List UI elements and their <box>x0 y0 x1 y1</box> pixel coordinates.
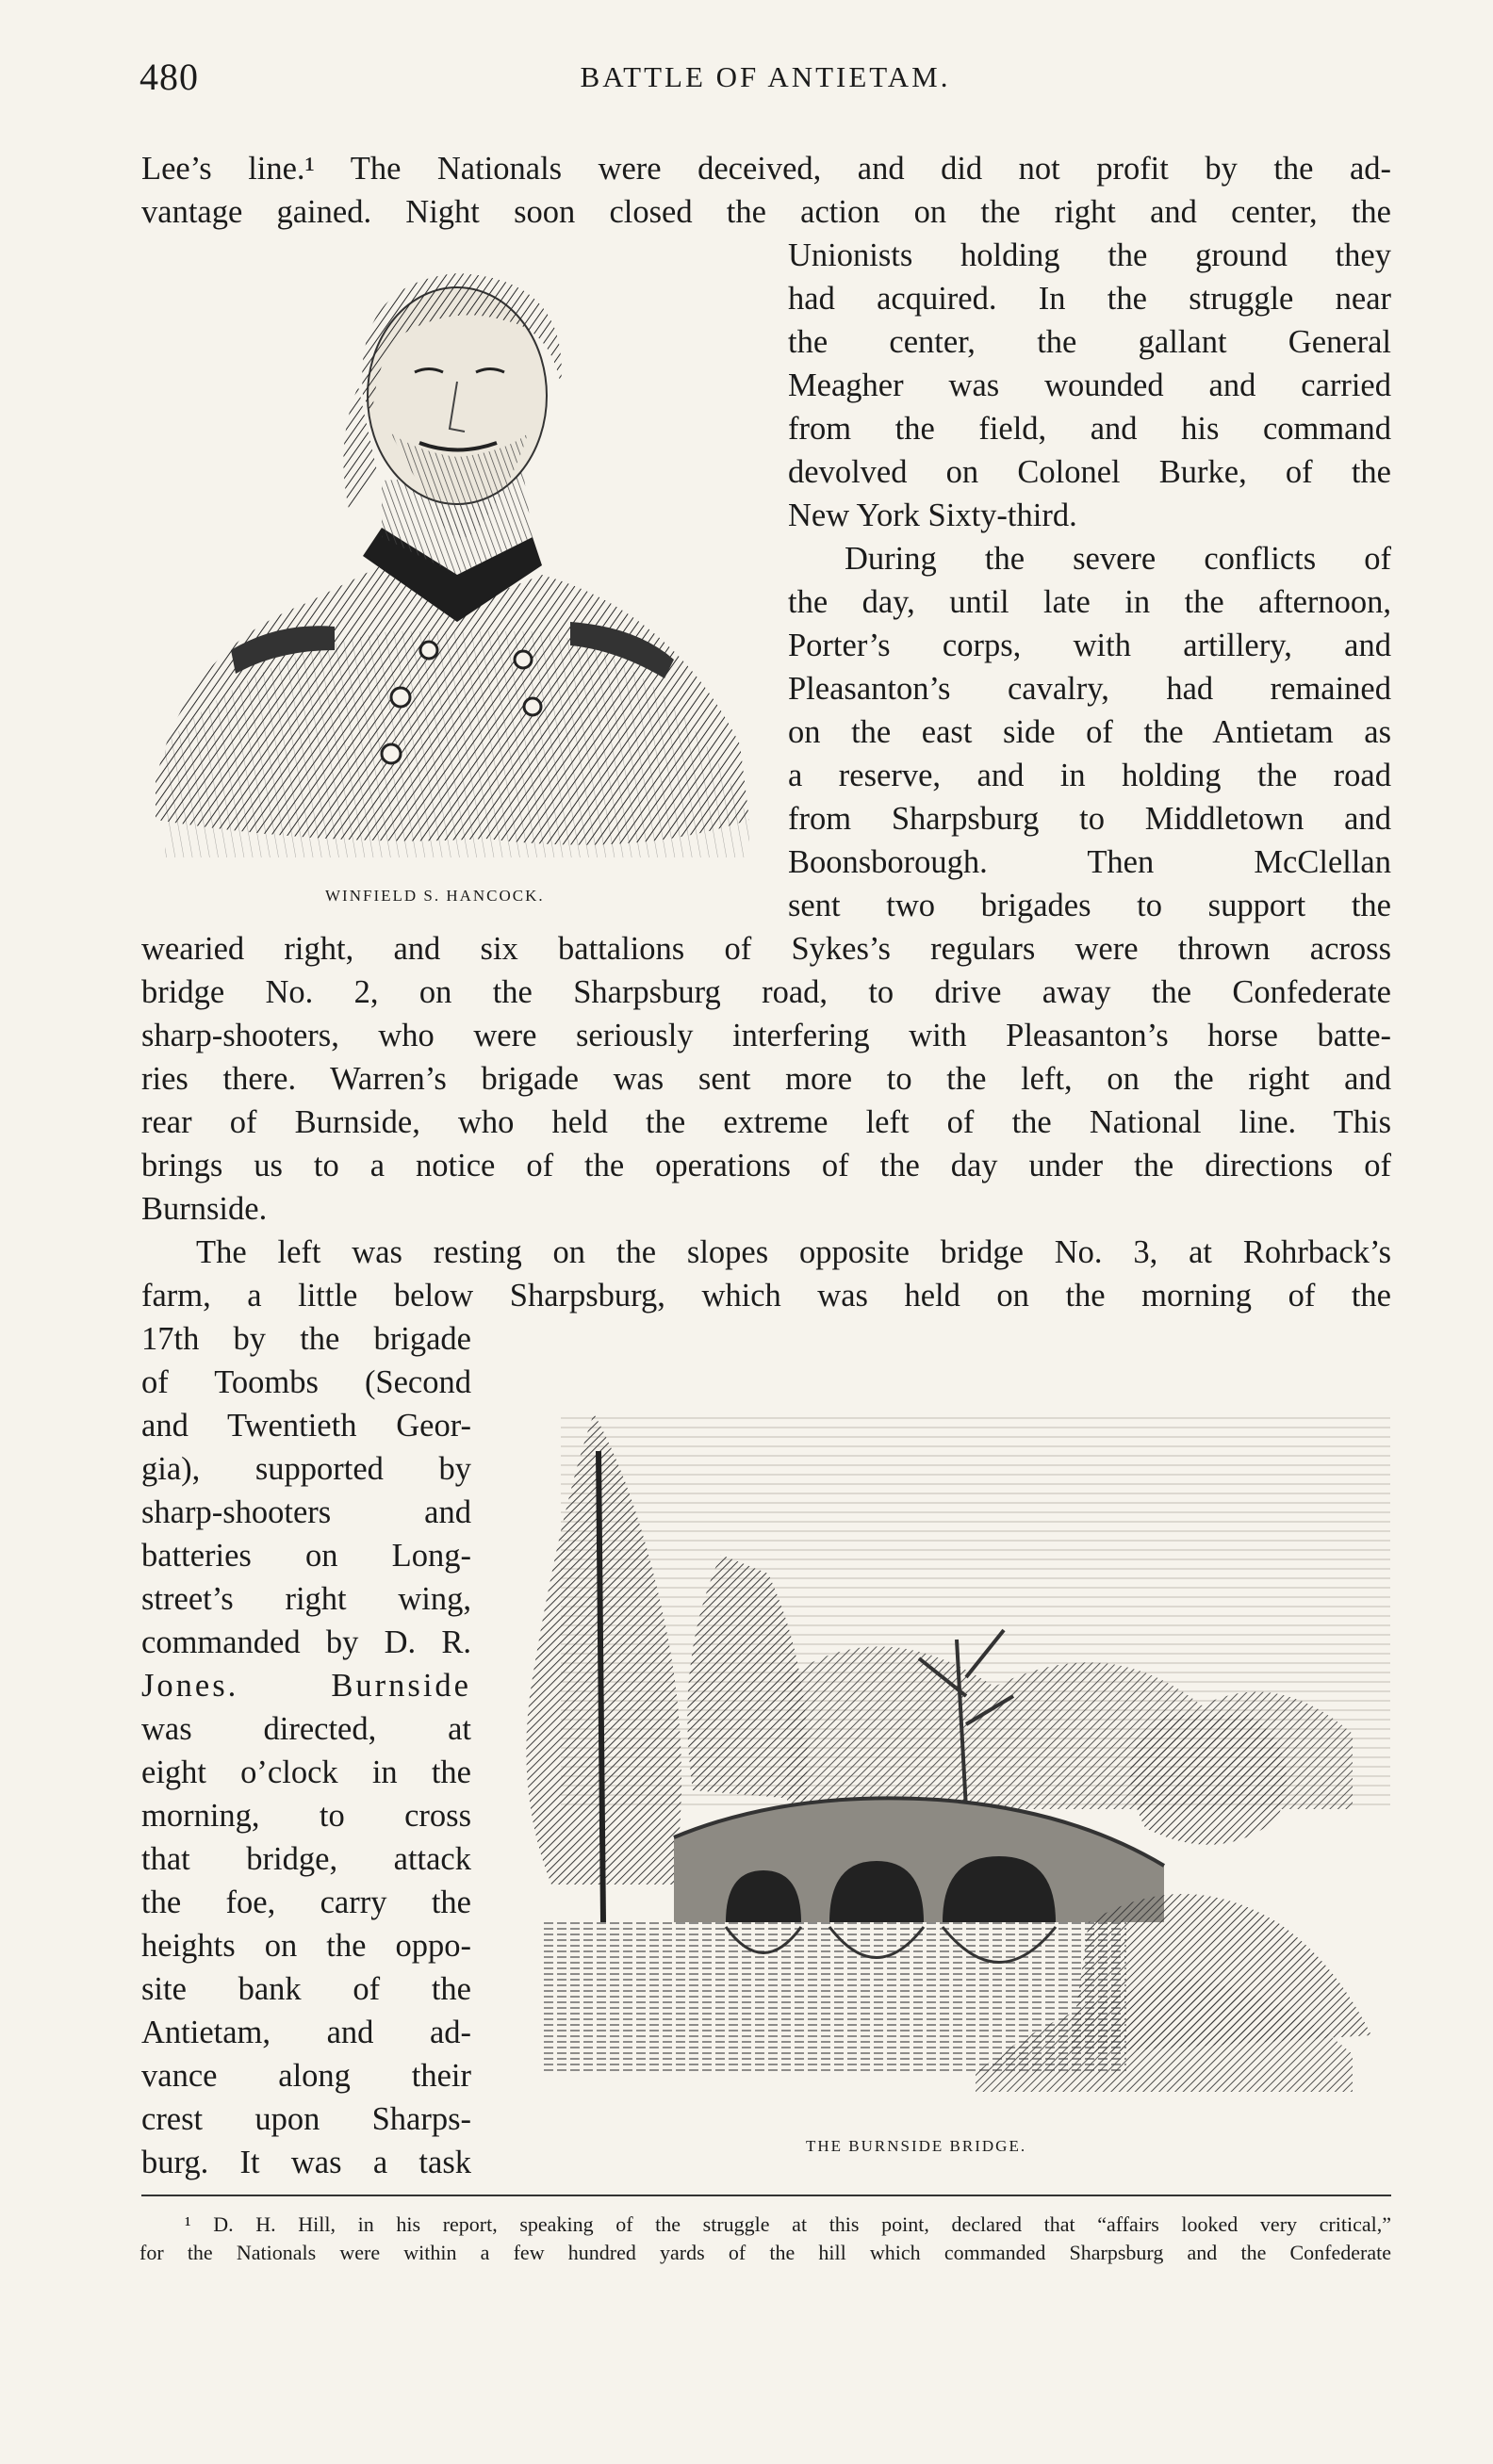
text-line: crest upon Sharps- <box>141 2101 471 2137</box>
text-line: and Twentieth Geor- <box>141 1408 471 1444</box>
text-line: vance along their <box>141 2058 471 2094</box>
text-line: The left was resting on the slopes opposite bridge No. 3, at Rohrback’s <box>196 1234 1391 1270</box>
text-line: Lee’s line.¹ The Nationals were deceived, and did not profit by the ad- <box>141 151 1391 187</box>
text-line: bridge No. 2, on the Sharpsburg road, to drive away the Confederate <box>141 974 1391 1010</box>
text-line: was directed, at <box>141 1711 471 1747</box>
text-line: Jones. Burnside <box>141 1668 471 1704</box>
text-line: heights on the oppo- <box>141 1928 471 1964</box>
text-line: Antietam, and ad- <box>141 2015 471 2050</box>
text-line: Pleasanton’s cavalry, had remained <box>788 671 1391 707</box>
page-number: 480 <box>139 56 199 98</box>
text-line: vantage gained. Night soon closed the action on the right and center, the <box>141 194 1391 230</box>
text-line: Boonsborough. Then McClellan <box>788 844 1391 880</box>
text-line: gia), supported by <box>141 1451 471 1487</box>
text-line: wearied right, and six battalions of Sykes’s regulars were thrown across <box>141 931 1391 967</box>
text-line: devolved on Colonel Burke, of the <box>788 454 1391 490</box>
text-line: burg. It was a task <box>141 2145 471 2180</box>
text-line: from Sharpsburg to Middletown and <box>788 801 1391 837</box>
bridge-caption: THE BURNSIDE BRIDGE. <box>806 2137 1027 2155</box>
text-line: New York Sixty-third. <box>788 498 1077 533</box>
text-line: Meagher was wounded and carried <box>788 367 1391 403</box>
text-line: sharp-shooters and <box>141 1494 471 1530</box>
text-line: had acquired. In the struggle near <box>788 281 1391 317</box>
text-line: sharp-shooters, who were seriously interfering with Pleasanton’s horse batte- <box>141 1018 1391 1053</box>
text-line: from the field, and his command <box>788 411 1391 447</box>
text-line: brings us to a notice of the operations of the day under the directions of <box>141 1148 1391 1183</box>
text-line: sent two brigades to support the <box>788 888 1391 923</box>
portrait-caption: WINFIELD S. HANCOCK. <box>325 887 545 905</box>
text-line: of Toombs (Second <box>141 1364 471 1400</box>
bridge-engraving <box>504 1395 1390 2120</box>
text-line: eight o’clock in the <box>141 1754 471 1790</box>
text-line: on the east side of the Antietam as <box>788 714 1391 750</box>
text-line: a reserve, and in holding the road <box>788 758 1391 793</box>
text-line: that bridge, attack <box>141 1841 471 1877</box>
page-header <box>139 55 1391 111</box>
footnote-rule <box>141 2195 1391 2196</box>
running-head: BATTLE OF ANTIETAM. <box>580 60 951 93</box>
text-line: the center, the gallant General <box>788 324 1391 360</box>
text-line: the day, until late in the afternoon, <box>788 584 1391 620</box>
text-line: morning, to cross <box>141 1798 471 1834</box>
text-line: Unionists holding the ground they <box>788 237 1391 273</box>
footnote-line: ¹ D. H. Hill, in his report, speaking of the struggle at this point, declared that “affairs looked very critical,” <box>185 2212 1391 2236</box>
text-line: the foe, carry the <box>141 1885 471 1920</box>
portrait-engraving <box>146 254 768 867</box>
text-line: During the severe conflicts of <box>845 541 1391 577</box>
text-line: site bank of the <box>141 1971 471 2007</box>
text-line: rear of Burnside, who held the extreme left of the National line. This <box>141 1104 1391 1140</box>
footnote-line: for the Nationals were within a few hundred yards of the hill which commanded Sharpsburg and the Confederate <box>139 2241 1391 2264</box>
text-line: Porter’s corps, with artillery, and <box>788 628 1391 663</box>
text-line: ries there. Warren’s brigade was sent more to the left, on the right and <box>141 1061 1391 1097</box>
text-line: commanded by D. R. <box>141 1624 471 1660</box>
text-line: batteries on Long- <box>141 1538 471 1574</box>
text-line: Burnside. <box>141 1191 268 1227</box>
text-line: farm, a little below Sharpsburg, which was held on the morning of the <box>141 1278 1391 1314</box>
text-line: 17th by the brigade <box>141 1321 471 1357</box>
text-line: street’s right wing, <box>141 1581 471 1617</box>
